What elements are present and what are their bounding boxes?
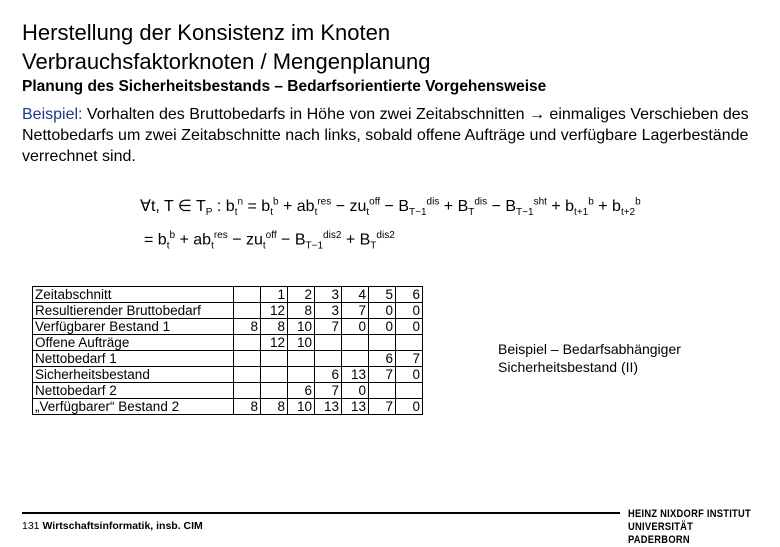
table-cell: 6 [369, 351, 396, 367]
row-label: Verfügbarer Bestand 1 [33, 319, 234, 335]
table-cell: 6 [315, 367, 342, 383]
footer [22, 520, 203, 532]
formula-line-1: ∀t, T ∈ $T_P$ : $b_t^n = b_t^b + ab_t^{res} - zu_t^{off} - B_{T-1}^{dis} + B_T^{dis} - B_{T-1}^{sht} + b_{t+1}^b + b_{t+2}^b$ [140, 196, 641, 219]
table-cell [342, 335, 369, 351]
table-cell: 7 [342, 303, 369, 319]
table-cell: 2 [288, 287, 315, 303]
table-cell: 0 [396, 399, 423, 415]
table-row [33, 399, 423, 415]
footer-divider [22, 512, 620, 514]
table-row [33, 367, 423, 383]
slide-title [22, 18, 431, 76]
table-cell: 12 [261, 335, 288, 351]
table-cell: 10 [288, 319, 315, 335]
table-row [33, 335, 423, 351]
table-cell: 8 [288, 303, 315, 319]
table-cell [261, 351, 288, 367]
table-cell [234, 383, 261, 399]
formula-line-2: = $b_t^b + ab_t^{res} - zu_t^{off} - B_{T-1}^{dis2} + B_T^{dis2}$ [144, 230, 395, 252]
table-cell: 1 [261, 287, 288, 303]
table-cell [234, 367, 261, 383]
table-cell: 10 [288, 335, 315, 351]
table-cell: 0 [369, 319, 396, 335]
title-line-2: Verbrauchsfaktorknoten / Mengenplanung [22, 49, 431, 74]
row-label: Nettobedarf 2 [33, 383, 234, 399]
table-cell [315, 351, 342, 367]
table-cell: 0 [396, 303, 423, 319]
table-cell: 5 [369, 287, 396, 303]
table-cell: 7 [396, 351, 423, 367]
table-cell [234, 335, 261, 351]
table-cell: 0 [396, 367, 423, 383]
table-cell [315, 335, 342, 351]
table-cell [369, 335, 396, 351]
table-cell: 3 [315, 303, 342, 319]
example-text: Vorhalten des Bruttobedarfs in Höhe von zwei Zeitabschnitten → einmaliges Verschieben des Nettobedarfs um zwei Zeitabschnitte nach links, sobald offene Aufträge und verfügbare Lagerbestände verrechnet sind. [22, 106, 749, 165]
table-cell: 8 [261, 399, 288, 415]
slide-subtitle: Planung des Sicherheitsbestands – Bedarfsorientierte Vorgehensweise [22, 78, 547, 95]
table-cell [261, 383, 288, 399]
side-caption-line-1: Beispiel – Bedarfsabhängiger [498, 341, 681, 357]
footer-text: Wirtschaftsinformatik, insb. CIM [42, 520, 203, 532]
title-line-1: Herstellung der Konsistenz im Knoten [22, 20, 391, 45]
page-number: 131 [22, 520, 40, 532]
table-cell [288, 367, 315, 383]
example-keyword: Beispiel: [22, 106, 83, 123]
table-cell: 7 [315, 319, 342, 335]
planning-table [32, 286, 423, 415]
table-cell: 4 [342, 287, 369, 303]
table-cell [234, 287, 261, 303]
logo-line-2: UNIVERSITÄT PADERBORN [628, 521, 694, 546]
table-cell: 7 [369, 367, 396, 383]
example-paragraph [22, 104, 762, 167]
table-cell: 0 [396, 319, 423, 335]
table-row [33, 303, 423, 319]
side-caption [498, 340, 681, 376]
table-cell: 8 [234, 399, 261, 415]
table-cell [234, 303, 261, 319]
table-cell [396, 383, 423, 399]
table-row [33, 351, 423, 367]
table-cell: 12 [261, 303, 288, 319]
table-cell [369, 383, 396, 399]
table-cell: 0 [342, 383, 369, 399]
row-label: Offene Aufträge [33, 335, 234, 351]
table-cell: 7 [315, 383, 342, 399]
row-label: Resultierender Bruttobedarf [33, 303, 234, 319]
table-cell: 3 [315, 287, 342, 303]
logo-line-1: HEINZ NIXDORF INSTITUT [628, 508, 752, 520]
row-label: Zeitabschnitt [33, 287, 234, 303]
table-cell: 8 [261, 319, 288, 335]
table-row [33, 319, 423, 335]
institute-logo [628, 508, 780, 547]
table-cell: 6 [396, 287, 423, 303]
table-cell: 13 [315, 399, 342, 415]
table-cell: 7 [369, 399, 396, 415]
table-cell: 13 [342, 367, 369, 383]
table-cell [261, 367, 288, 383]
side-caption-line-2: Sicherheitsbestand (II) [498, 359, 639, 375]
table-cell [396, 335, 423, 351]
table-cell: 0 [369, 303, 396, 319]
table-cell: 10 [288, 399, 315, 415]
table-cell: 8 [234, 319, 261, 335]
row-label: Sicherheitsbestand [33, 367, 234, 383]
row-label: „Verfügbarer“ Bestand 2 [33, 399, 234, 415]
row-label: Nettobedarf 1 [33, 351, 234, 367]
table-cell: 0 [342, 319, 369, 335]
table-cell: 13 [342, 399, 369, 415]
table-row [33, 287, 423, 303]
table-cell: 6 [288, 383, 315, 399]
table-cell [288, 351, 315, 367]
table-cell [342, 351, 369, 367]
table-row [33, 383, 423, 399]
table-cell [234, 351, 261, 367]
